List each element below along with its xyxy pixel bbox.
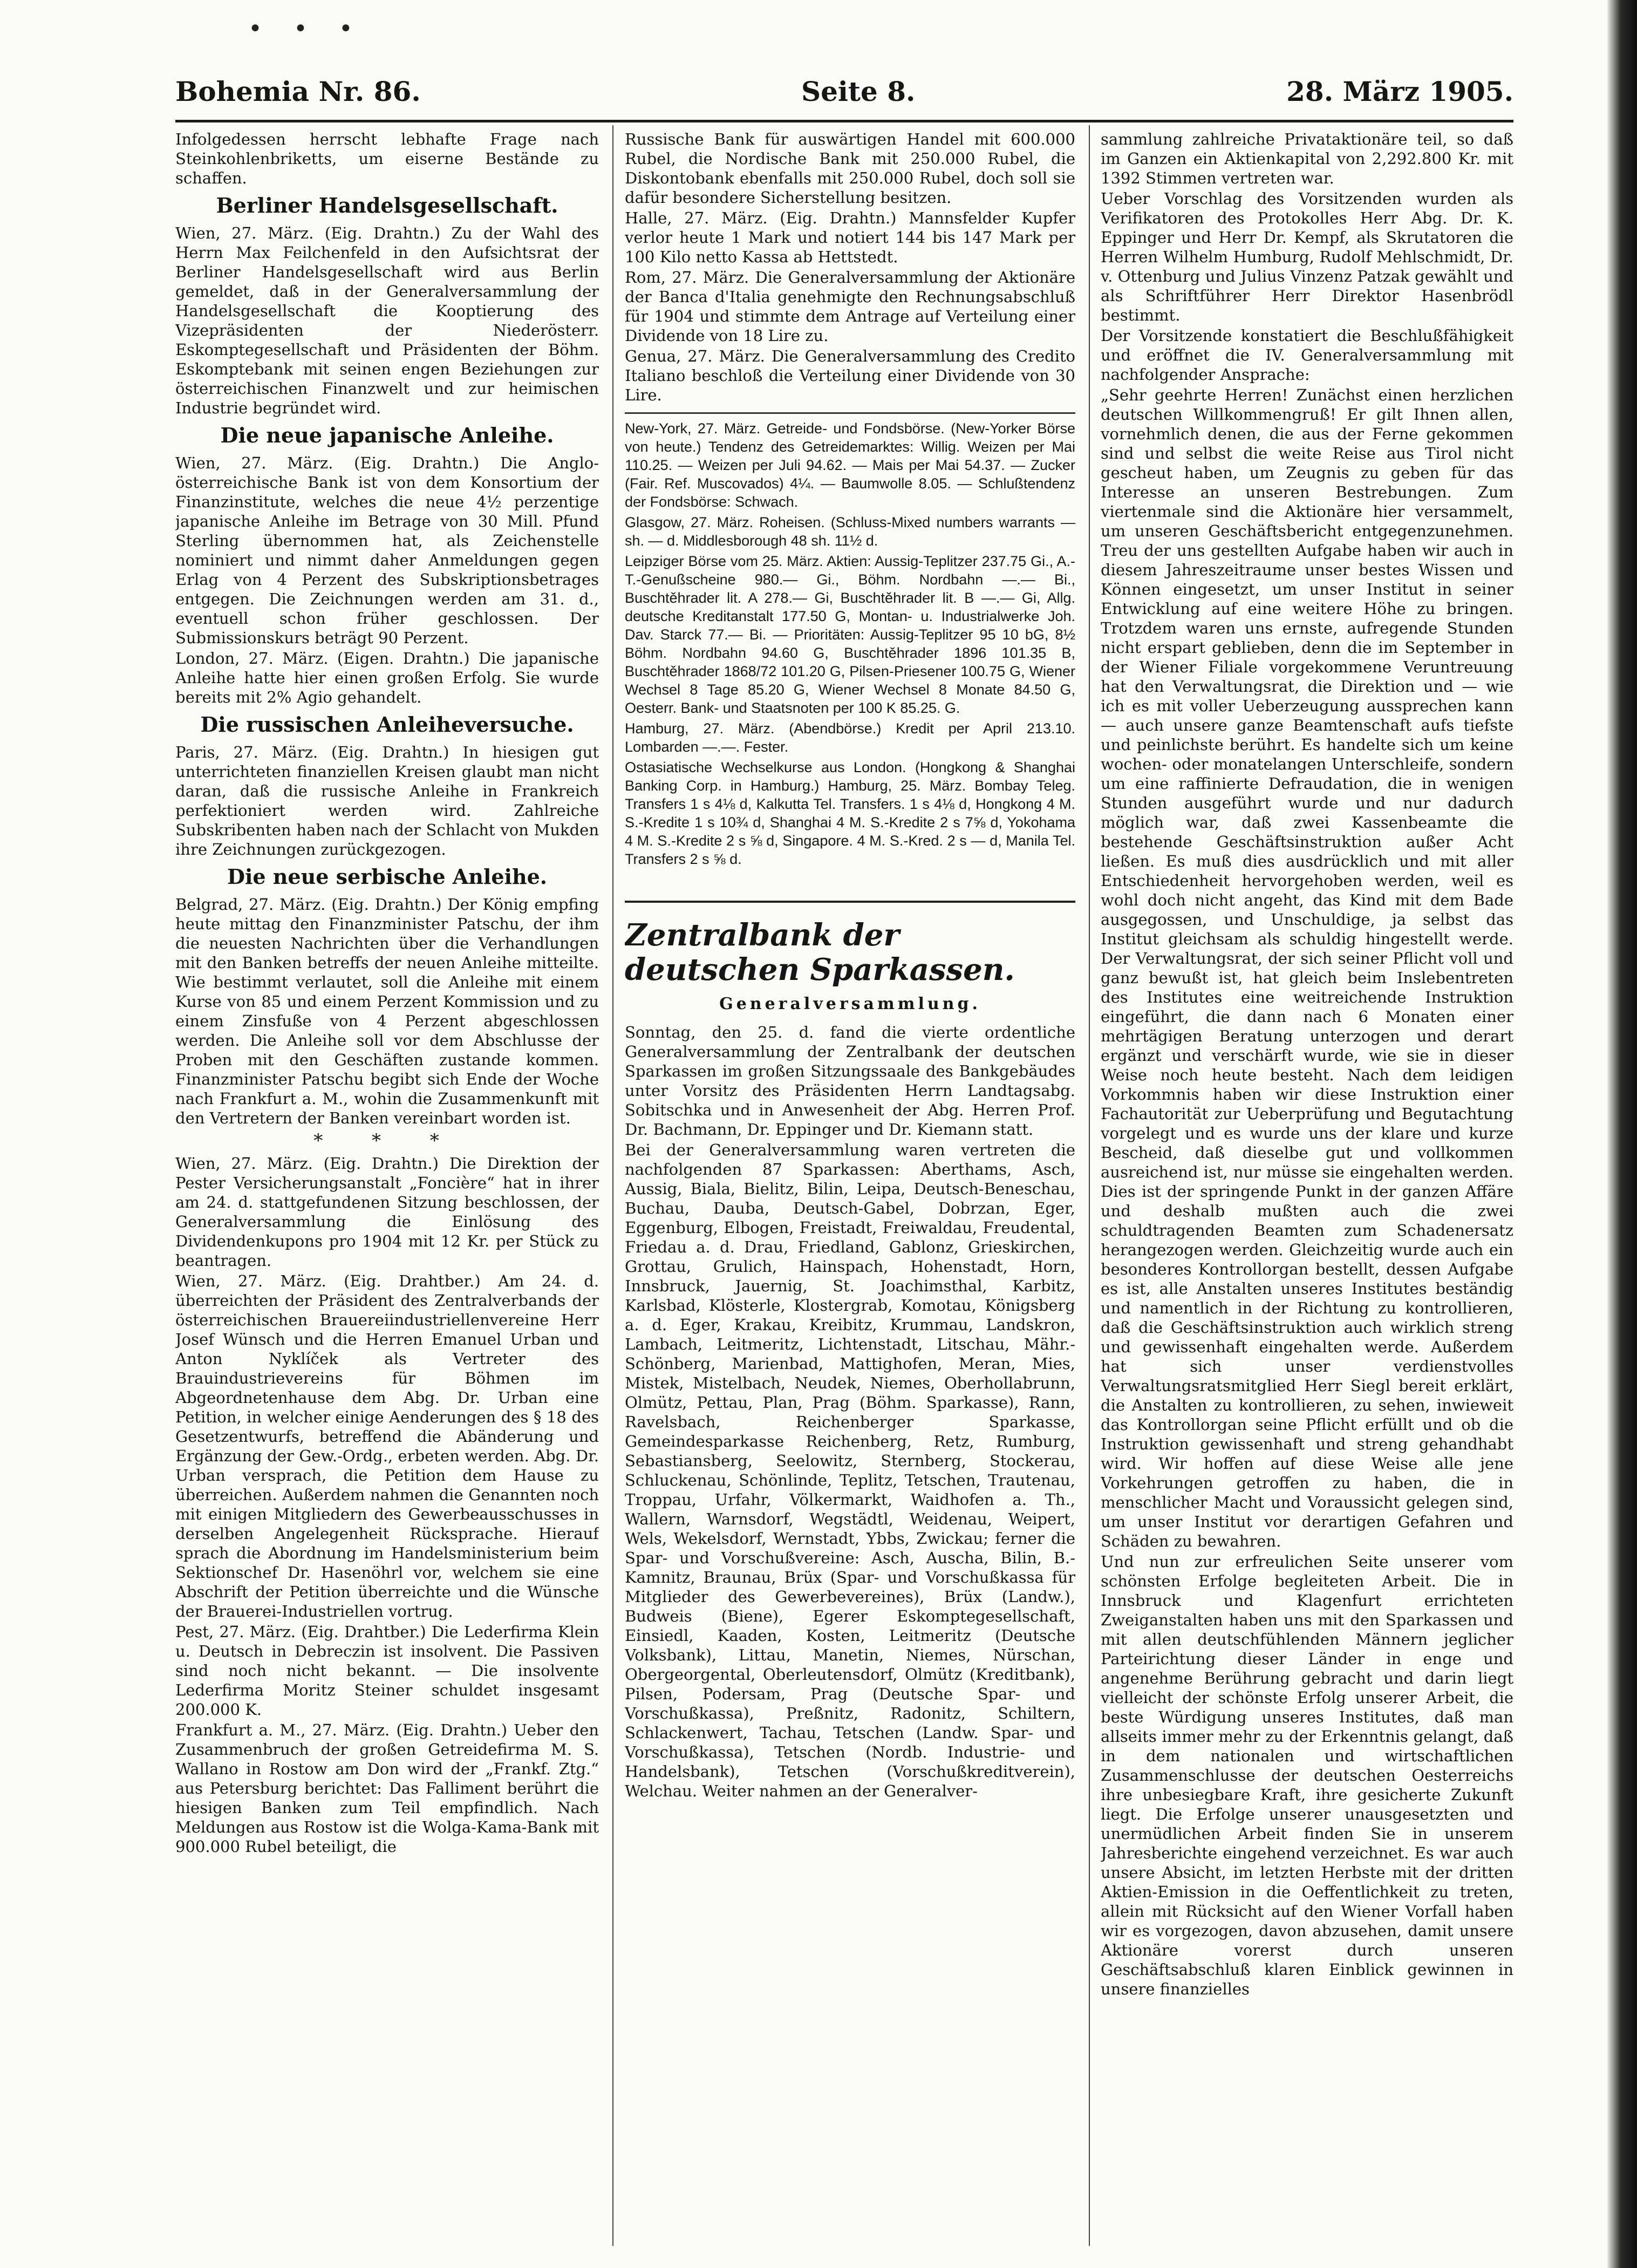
feature-subhead: Generalversammlung.	[719, 995, 981, 1013]
feature-title: Zentralbank der deutschen Sparkassen.	[625, 901, 1075, 987]
article-text: Ueber Vorschlag des Vorsitzenden wurden als Verifikatoren des Protokolles Herr Abg. Dr. K. Eppinger und Herr Dr. Kempf, als Skrutatoren die Herren Wilhelm Humburg, Rudolf Mehlschmidt, Dr. v. Ottenburg und Julius Vinzenz Patzak gewählt und als Schriftführer Herr Direktor Hasenbrödl bestimmt.	[1101, 189, 1513, 324]
market-report	[625, 412, 1075, 868]
market-item: Ostasiatische Wechselkurse aus London. (Hongkong & Shanghai Banking Corp. in Hamburg.) Hamburg, 25. März. Bombay Teleg. Transfers 1 s 4⅛ d, Kalkutta Tel. Transfers. 1 s 4⅛ d, Hongkong 4 M. S.-Kredite 1 s 10¾ d, Shanghai 4 M. S.-Kredite 2 s 7⅝ d, Yokohama 4 M. S.-Kredite 2 s ⅝ d, Singapore. 4 M. S.-Kred. 2 s — d, Manila Tel. Transfers 2 s ⅝ d.	[625, 759, 1075, 867]
article-text: Pest, 27. März. (Eig. Drahtber.) Die Lederfirma Klein u. Deutsch in Debreczin ist insolvent. Die Passiven sind noch nicht bekannt. — Die insolvente Lederfirma Moritz Steiner schuldet insgesamt 200.000 K.	[175, 1623, 599, 1719]
issue-date: 28. März 1905.	[1286, 76, 1513, 107]
article-text: Wien, 27. März. (Eig. Drahtn.) Die Direktion der Pester Versicherungsanstalt „Foncière“ hat in ihrer am 24. d. stattgefundenen Sitzung beschlossen, der Generalversammlung die Einlösung des Dividendenkupons pro 1904 mit 12 Kr. per Stück zu beantragen.	[175, 1154, 599, 1270]
market-item: Leipziger Börse vom 25. März. Aktien: Aussig-Teplitzer 237.75 Gi., A.-T.-Genußscheine 980.— Gi., Böhm. Nordbahn —.— Bi., Buschtěhrader lit. A 278.— Gi, Buschtěhrader lit. B —.— Gi, Allg. deutsche Kreditanstalt 177.50 G, Montan- u. Industrialwerke Joh. Dav. Starck 77.— Bi. — Prioritäten: Aussig-Teplitzer 95 10 bG, 8½ Böhm. Nordbahn 94.60 G, Buschtěhrader 1896 101.35 B, Buschtěhrader 1868/72 101.20 G, Pilsen-Priesener 100.75 G, Wiener Wechsel 8 Tage 85.20 G, Wiener Wechsel 8 Monate 84.50 G, Oesterr. Bank- und Staatsnoten per 100 K 85.25. G.	[625, 553, 1075, 716]
masthead-rule	[175, 120, 1513, 122]
article-text: Wien, 27. März. (Eig. Drahtn.) Zu der Wahl des Herrn Max Feilchenfeld in den Aufsichtsrat der Berliner Handelsgesellschaft wird aus Berlin gemeldet, daß in der Generalversammlung der Handelsgesellschaft die Kooptierung des Vizepräsidenten der Niederösterr. Eskomptegesellschaft und Präsidenten der Böhm. Eskomptebank mit seinen engen Beziehungen zur österreichischen Finanzwelt und zur heimischen Industrie begründet wird.	[175, 224, 599, 417]
section-divider: * * *	[313, 1130, 461, 1152]
market-item: New-York, 27. März. Getreide- und Fondsbörse. (New-Yorker Börse von heute.) Tendenz des Getreidemarktes: Willig. Weizen per Mai 110.25. — Weizen per Juli 94.62. — Mais per Mai 54.37. — Zucker (Fair. Ref. Muscovados) 4¼. — Baumwolle 8.05. — Schlußtendenz der Fondsbörse: Schwach.	[625, 420, 1075, 510]
article-text: Russische Bank für auswärtigen Handel mit 600.000 Rubel, die Nordische Bank mit 250.000 Rubel, die Diskontobank ebenfalls mit 250.000 Rubel, doch soll sie dafür besondere Sicherstellung besitzen.	[625, 130, 1075, 207]
article-text: Infolgedessen herrscht lebhafte Frage nach Steinkohlenbriketts, um eiserne Bestände zu schaffen.	[175, 130, 599, 187]
article-text: Paris, 27. März. (Eig. Drahtn.) In hiesigen gut unterrichteten finanziellen Kreisen glaubt man nicht daran, daß die russische Anleihe in Frankreich perfektioniert werden wird. Zahlreiche Subskribenten haben nach der Schlacht von Mukden ihre Zeichnungen zurückgezogen.	[175, 743, 599, 859]
market-item: Glasgow, 27. März. Roheisen. (Schluss-Mixed numbers warrants — sh. — d. Middlesborough 48 sh. 11½ d.	[625, 514, 1075, 549]
column-separator	[1089, 125, 1090, 2246]
article-text: London, 27. März. (Eigen. Drahtn.) Die japanische Anleihe hatte hier einen großen Erfolg. Sie wurde bereits mit 2% Agio gehandelt.	[175, 649, 599, 706]
column-3	[1101, 130, 1513, 2245]
article-text: Wien, 27. März. (Eig. Drahtber.) Am 24. d. überreichten der Präsident des Zentralverbands der österreichischen Brauereiindustriellenvereine Herr Josef Wünsch und die Herren Emanuel Urban und Anton Nyklíček als Vertreter des Brauindustrievereins für Böhmen im Abgeordnetenhause dem Abg. Dr. Urban eine Petition, in welcher einige Aenderungen des § 18 des Gesetzentwurfs, betreffend die Abänderung und Ergänzung der Gew.-Ordg., erbeten werden. Abg. Dr. Urban versprach, die Petition dem Hause zu überreichen. Außerdem nahmen die Genannten noch mit einigen Mitgliedern des Gewerbeausschusses in derselben Angelegenheit Rücksprache. Hierauf sprach die Abordnung im Handelsministerium beim Sektionschef Dr. Hasenöhrl vor, welchem sie eine Abschrift der Petition überreichte und die Wünsche der Brauerei-Industriellen vortrug.	[175, 1272, 599, 1620]
article-text: Genua, 27. März. Die Generalversammlung des Credito Italiano beschloß die Verteilung einer Dividende von 30 Lire.	[625, 347, 1075, 404]
article-heading: Die neue serbische Anleihe.	[227, 864, 547, 889]
newspaper-issue: Bohemia Nr. 86.	[175, 76, 421, 107]
article-text: Rom, 27. März. Die Generalversammlung der Aktionäre der Banca d'Italia genehmigte den Rechnungsabschluß für 1904 und stimmte dem Antrage auf Verteilung einer Dividende von 18 Lire zu.	[625, 268, 1075, 345]
market-item: Hamburg, 27. März. (Abendbörse.) Kredit per April 213.10. Lombarden —.—. Fester.	[625, 720, 1075, 755]
article-text: „Sehr geehrte Herren! Zunächst einen herzlichen deutschen Willkommengruß! Er gilt Ihnen allen, vornehmlich denen, die aus der Ferne gekommen sind und selbst die weite Reise aus Tirol nicht gescheut haben, um Zeugnis zu geben für das Interesse an unseren Bestrebungen. Zum viertenmale sind die Aktionäre hier versammelt, um unseren Geschäftsbericht entgegenzunehmen. Treu der uns gestellten Aufgabe haben wir auch in diesem Jahreszeitraume unser bestes Wissen und Können eingesetzt, um unser Institut in seiner Entwicklung auf eine weitere Höhe zu bringen. Trotzdem waren uns ernste, aufregende Stunden nicht erspart geblieben, denn die im September in der Wiener Filiale vorgekommene Veruntreuung hat den Verwaltungsrat, die Direktion und — wie ich es mit voller Ueberzeugung aussprechen kann — auch unsere ganze Beamtenschaft aufs tiefste und peinlichste berührt. Es handelte sich um keine wochen- oder monatelangen Unterschleife, sondern um eine raffinierte Defraudation, die in wenigen Stunden ausgeführt wurde und nur dadurch möglich war, daß zwei Kassenbeamte die bestehende Geschäftsinstruktion außer Acht ließen. Es muß dies ausdrücklich und mit aller Entschiedenheit hervorgehoben werden, weil es wohl doch nicht angeht, das Kind mit dem Bade ausgegossen, und Unschuldige, ja selbst das Institut gleichsam als schuldig hingestellt werde. Der Verwaltungsrat, der sich seiner Pflicht voll und ganz bewußt ist, hat gleich beim Inslebentreten des Institutes eine weitreichende Instruktion eingeführt, die dann nach 6 Monaten einer mehrtägigen Beratung unterzogen und derart ergänzt und verschärft wurde, wie sie in dieser Weise noch heute besteht. Nach dem leidigen Vorkommnis haben wir diese Instruktion einer Fachautorität zur Ueberprüfung und Begutachtung vorgelegt und es wurde uns der klare und kurze Bescheid, daß dieselbe gut und vollkommen ausreichend ist, nur müsse sie eingehalten werden. Dies ist der springende Punkt in der ganzen Affäre und deshalb mußten auch die zwei schuldtragenden Beamten zum Schadenersatz herangezogen werden. Gleichzeitig wurde auch ein besonderes Kontrollorgan bestellt, dessen Aufgabe es ist, alle Anstalten unseres Institutes beständig und namentlich in der Richtung zu kontrollieren, daß die Geschäftsinstruktion auch wirklich streng und gewissenhaft eingehalten werde. Außerdem hat sich unser verdienstvolles Verwaltungsratsmitglied Herr Siegl bereit erklärt, die Anstalten zu kontrollieren, zu sehen, inwieweit das Kontrollorgan seine Pflicht erfüllt und ob die Instruktion gewissenhaft und streng gehandhabt wird. Wir hoffen auf diese Weise alle jene Vorkehrungen getroffen zu haben, die in menschlicher Macht und Voraussicht gelegen sind, um unser Institut vor derartigen Gefahren und Schäden zu bewahren.	[1101, 386, 1513, 1550]
article-heading: Die russischen Anleiheversuche.	[200, 712, 574, 737]
article-text: Der Vorsitzende konstatiert die Beschlußfähigkeit und eröffnet die IV. Generalversammlung mit nachfolgender Ansprache:	[1101, 326, 1513, 384]
article-text: Und nun zur erfreulichen Seite unserer vom schönsten Erfolge begleiteten Arbeit. Die in Innsbruck und Klagenfurt errichteten Zweiganstalten haben uns mit den Sparkassen und mit allen deutschfühlenden Männern jeglicher Parteirichtung dieser Länder in enge und angenehme Berührung gebracht und darin liegt vielleicht der schönste Erfolg unserer Arbeit, die beste Würdigung unseres Institutes, daß man allseits immer mehr zu der Erkenntnis gelangt, daß in dem nationalen und wirtschaftlichen Zusammenschlusse der deutschen Oesterreichs ihre unbesiegbare Kraft, ihre gesicherte Zukunft liegt. Die Erfolge unserer unausgesetzten und unermüdlichen Arbeit finden Sie in unserem Jahresberichte eingehend verzeichnet. Es war auch unsere Absicht, im letzten Herbste mit der dritten Aktien-Emission in die Oeffentlichkeit zu treten, allein mit Rücksicht auf den Wiener Vorfall haben wir es vorgezogen, davon abzusehen, damit unsere Aktionäre vorerst durch unseren Geschäftsabschluß klaren Einblick gewinnen in unsere finanzielles	[1101, 1552, 1513, 1998]
column-separator	[612, 125, 613, 2246]
scan-edge	[1607, 0, 1637, 2268]
article-text: Belgrad, 27. März. (Eig. Drahtn.) Der König empfing heute mittag den Finanzminister Patschu, der ihm die neuesten Nachrichten über die Verhandlungen mit den Banken betreffs der neuen Anleihe mitteilte. Wie bestimmt verlautet, soll die Anleihe mit einem Kurse von 85 und einem Perzent Kommission und zu einem Zinsfuße von 4 Perzent abgeschlossen werden. Die Anleihe soll vor dem Abschlusse der Proben mit den Geschäften zustande kommen. Finanzminister Patschu begibt sich Ende der Woche nach Frankfurt a. M., wohin die Zusammenkunft mit den Vertretern der Banken vereinbart worden ist.	[175, 895, 599, 1127]
column-2	[625, 130, 1075, 2245]
article-text: Frankfurt a. M., 27. März. (Eig. Drahtn.) Ueber den Zusammenbruch der großen Getreidefirma M. S. Wallano in Rostow am Don wird der „Frankf. Ztg.“ aus Petersburg berichtet: Das Falliment berührt die hiesigen Banken zum Teil empfindlich. Nach Meldungen aus Rostow ist die Wolga-Kama-Bank mit 900.000 Rubel beteiligt, die	[175, 1721, 599, 1856]
scan-dots: • • •	[248, 15, 365, 43]
article-text: Bei der Generalversammlung waren vertreten die nachfolgenden 87 Sparkassen: Aberthams, Asch, Aussig, Biala, Bielitz, Bilin, Leipa, Deutsch-Beneschau, Buchau, Dauba, Deutsch-Gabel, Dobrzan, Eger, Eggenburg, Elbogen, Freistadt, Freiwaldau, Freudental, Friedau a. d. Drau, Friedland, Gablonz, Grieskirchen, Grottau, Grulich, Hainspach, Hohenstadt, Horn, Innsbruck, Jauernig, St. Joachimsthal, Karbitz, Karlsbad, Klösterle, Klostergrab, Komotau, Königsberg a. d. Eger, Krakau, Kreibitz, Krummau, Landskron, Lambach, Leitmeritz, Lichtenstadt, Litschau, Mähr.-Schönberg, Marienbad, Mattighofen, Meran, Mies, Mistek, Mistelbach, Neudek, Niemes, Oberhollabrunn, Olmütz, Pettau, Plan, Prag (Böhm. Sparkasse), Rann, Ravelsbach, Reichenberger Sparkasse, Gemeindesparkasse Reichenberg, Retz, Rumburg, Sebastiansberg, Seelowitz, Sternberg, Stockerau, Schluckenau, Schönlinde, Teplitz, Tetschen, Trautenau, Troppau, Urfahr, Völkermarkt, Waidhofen a. Th., Wallern, Warnsdorf, Wegstädtl, Weidenau, Weipert, Wels, Wekelsdorf, Wernstadt, Ybbs, Zwickau; ferner die Spar- und Vorschußvereine: Asch, Auscha, Bilin, B.-Kamnitz, Braunau, Brüx (Spar- und Vorschußkassa für Mitglieder des Gewerbevereines), Brüx (Landw.), Budweis (Biene), Egerer Eskomptegesellschaft, Einsiedl, Kaaden, Kosten, Leitmeritz (Deutsche Volksbank), Littau, Manetin, Niemes, Nürschan, Obergeorgental, Oberleutensdorf, Olmütz (Kreditbank), Pilsen, Podersam, Prag (Deutsche Spar- und Vorschußkassa), Preßnitz, Radonitz, Schiltern, Schlackenwert, Tachau, Tetschen (Landw. Spar- und Vorschußkassa), Tetschen (Nordb. Industrie- und Handelsbank), Tetschen (Vorschußkreditverein), Welchau. Weiter nahmen an der Generalver-	[625, 1141, 1075, 1800]
masthead	[175, 76, 1513, 119]
article-text: Halle, 27. März. (Eig. Drahtn.) Mannsfelder Kupfer verlor heute 1 Mark und notiert 144 bis 147 Mark per 100 Kilo netto Kassa ab Hettstedt.	[625, 209, 1075, 266]
article-text: Sonntag, den 25. d. fand die vierte ordentliche Generalversammlung der Zentralbank der deutschen Sparkassen im großen Sitzungssaale des Bankgebäudes unter Vorsitz des Präsidenten Herrn Landtagsabg. Sobitschka und in Anwesenheit der Abg. Herren Prof. Dr. Bachmann, Dr. Eppinger und Dr. Kiemann statt.	[625, 1023, 1075, 1139]
article-text: Wien, 27. März. (Eig. Drahtn.) Die Anglo-österreichische Bank ist von dem Konsortium der Finanzinstitute, welches die neue 4½ perzentige japanische Anleihe im Betrage von 30 Mill. Pfund Sterling übernommen hat, als Zeichenstelle nominiert und nimmt daher Anmeldungen gegen Erlag von 4 Perzent des Subskriptionsbetrages entgegen. Die Zeichnungen werden am 31. d., eventuell schon früher geschlossen. Der Submissionskurs beträgt 90 Perzent.	[175, 454, 599, 647]
article-heading: Berliner Handelsgesellschaft.	[216, 193, 558, 217]
page-number: Seite 8.	[801, 76, 916, 107]
article-text: sammlung zahlreiche Privataktionäre teil, so daß im Ganzen ein Aktienkapital von 2,292.800 Kr. mit 1392 Stimmen vertreten war.	[1101, 130, 1513, 187]
column-1	[175, 130, 599, 2245]
article-heading: Die neue japanische Anleihe.	[220, 423, 554, 447]
